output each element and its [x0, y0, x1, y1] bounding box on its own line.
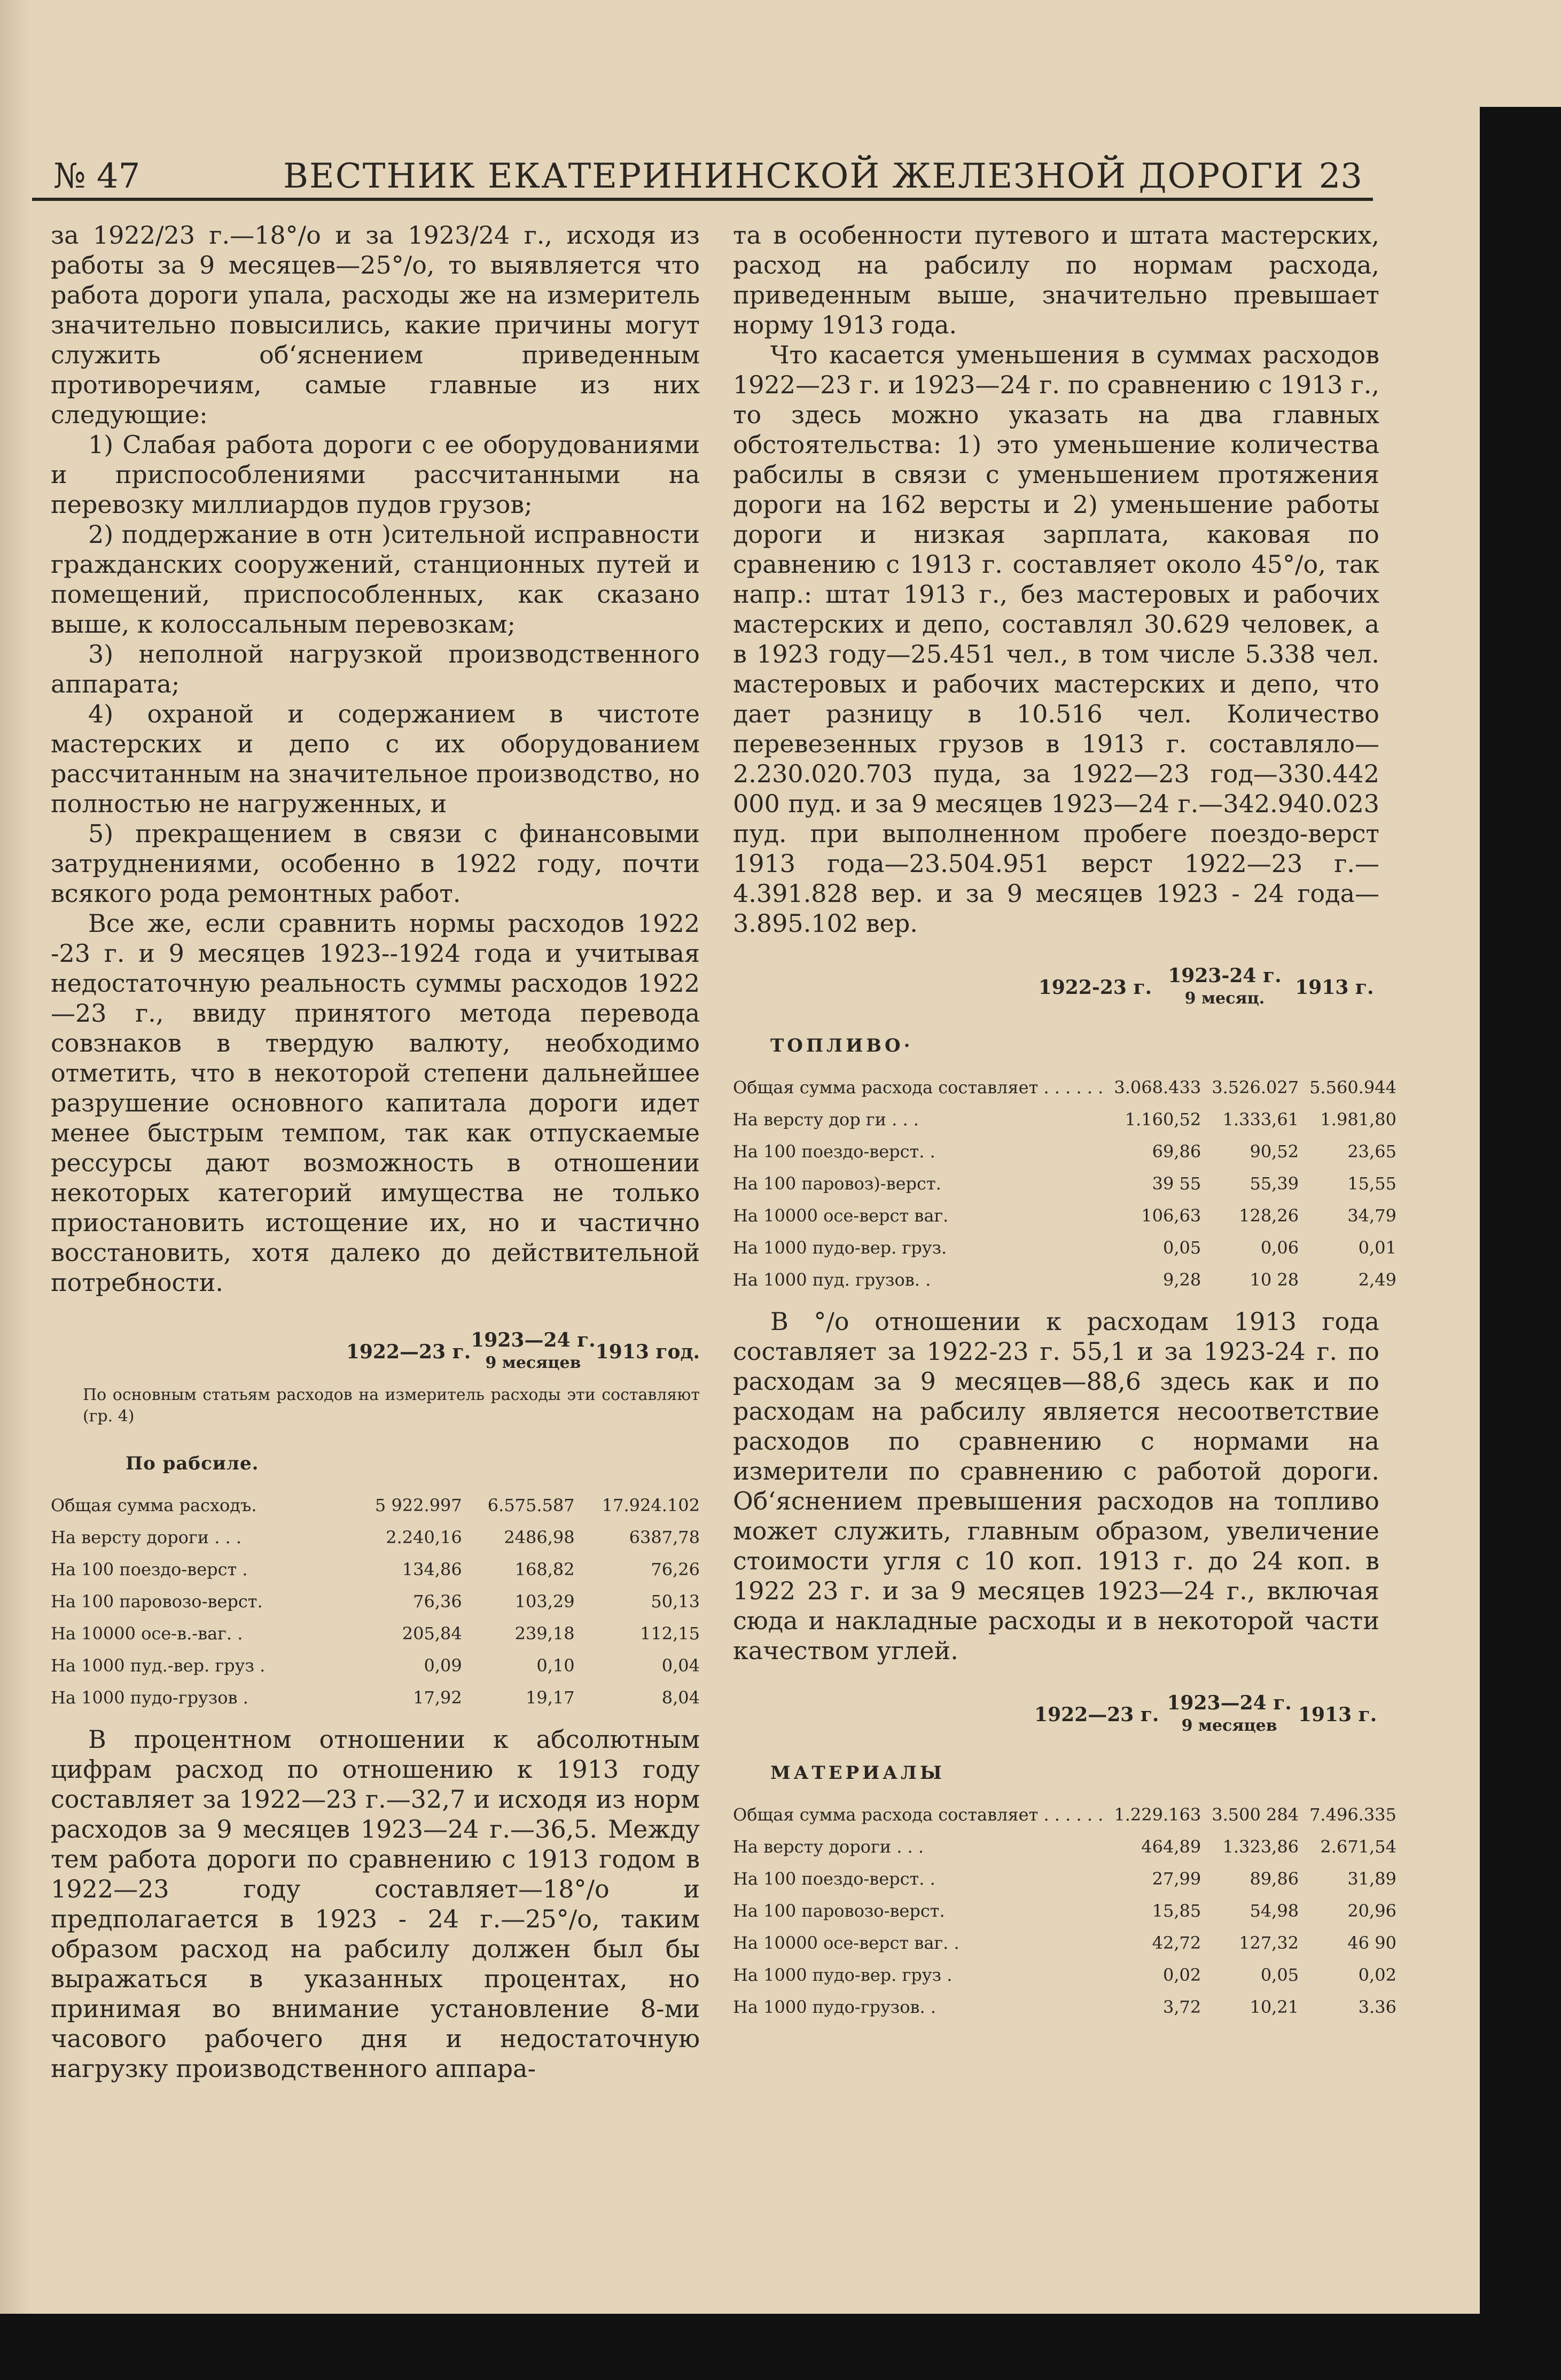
- table-section-title: По рабсиле.: [126, 1453, 259, 1474]
- cell-value-2: 239,18: [514, 1623, 575, 1644]
- row-label: Общая сумма расхода составляет . . . . . .: [733, 1077, 1104, 1098]
- paragraph: за 1922/23 г.—18°/о и за 1923/24 г., исходя из работы за 9 месяцев—25°/о, то выявляется что работа дороги упала, расходы же на измеритель значительно повысились, какие причины могут служить об‘яснением приведенным противоречиям, самые главные из них следующие:: [51, 221, 700, 429]
- cell-value-3: 0,02: [1358, 1965, 1396, 1985]
- right-column: [733, 220, 1396, 2023]
- column-header: 1922—23 г.: [346, 1340, 471, 1363]
- cell-value-3: 7.496.335: [1309, 1805, 1396, 1825]
- cell-value-1: 39 55: [1152, 1173, 1201, 1194]
- cell-value-1: 27,99: [1152, 1869, 1201, 1889]
- table-header-row: [51, 1329, 700, 1374]
- row-label: На 1000 пудо-грузов .: [51, 1687, 248, 1708]
- cell-value-2: 128,26: [1239, 1205, 1299, 1226]
- table-row: [733, 1168, 1396, 1200]
- table-row: [733, 1895, 1396, 1927]
- cell-value-3: 34,79: [1347, 1205, 1396, 1226]
- table-row: [51, 1521, 700, 1553]
- cell-value-2: 3.500 284: [1212, 1805, 1299, 1825]
- list-item: 5) прекращением в связи с финансовыми затруднениями, особенно в 1922 году, почти всякого рода ремонтных работ.: [51, 819, 700, 908]
- column-header-line: 9 месяцев: [1181, 1716, 1277, 1735]
- cell-value-1: 5 922.997: [374, 1495, 462, 1515]
- cell-value-1: 3.068.433: [1114, 1077, 1201, 1098]
- table-row: [733, 1232, 1396, 1264]
- table-row: [733, 1863, 1396, 1895]
- table-row: [51, 1682, 700, 1714]
- column-header-line: 1923—24 г.: [471, 1329, 596, 1351]
- cell-value-2: 0,05: [1260, 1965, 1299, 1985]
- table-row: [51, 1585, 700, 1617]
- cell-value-1: 205,84: [402, 1623, 462, 1644]
- table-row: [51, 1489, 700, 1521]
- column-header: 1922—23 г.: [1034, 1703, 1159, 1726]
- cell-value-1: 1.160,52: [1125, 1109, 1201, 1130]
- column-header-line: 9 месяц.: [1184, 989, 1265, 1008]
- row-label: На версту дороги . . .: [51, 1527, 242, 1547]
- column-header: [1163, 1692, 1295, 1737]
- cell-value-2: 90,52: [1250, 1141, 1299, 1162]
- column-header: 1913 г.: [1298, 1703, 1377, 1726]
- cell-value-1: 9,28: [1162, 1270, 1201, 1290]
- cell-value-3: 3.36: [1358, 1997, 1396, 2017]
- table-section-title: ТОПЛИВО·: [770, 1035, 914, 1056]
- table-row: [733, 1927, 1396, 1959]
- cell-value-1: 0,05: [1162, 1238, 1201, 1258]
- cell-value-2: 0,10: [536, 1655, 575, 1676]
- journal-title: ВЕСТНИК ЕКАТЕРИНИНСКОЙ ЖЕЛЕЗНОЙ ДОРОГИ: [283, 157, 1305, 196]
- table-row: [733, 1264, 1396, 1296]
- cell-value-2: 10,21: [1250, 1997, 1299, 2017]
- table-row: [733, 1959, 1396, 1991]
- list-item: 1) Слабая работа дороги с ее оборудованиями и приспособлениями рассчитанными на перевозку миллиардов пудов грузов;: [51, 430, 700, 519]
- cell-value-1: 1.229.163: [1114, 1805, 1201, 1825]
- table-row: [733, 1200, 1396, 1232]
- cell-value-2: 54,98: [1250, 1901, 1299, 1921]
- table-row: [51, 1553, 700, 1585]
- row-label: На 1000 пуд. грузов. .: [733, 1270, 931, 1290]
- table-row: [733, 1135, 1396, 1168]
- column-header: [471, 1329, 595, 1374]
- cell-value-3: 20,96: [1347, 1901, 1396, 1921]
- page-number: 23: [1318, 157, 1362, 196]
- row-label: На 1000 пудо-вер. груз.: [733, 1238, 947, 1258]
- table-section-title: МАТЕРИАЛЫ: [770, 1762, 945, 1784]
- row-label: На 100 поездо-верст. .: [733, 1141, 935, 1162]
- column-header-line: 9 месяцев: [485, 1354, 581, 1372]
- cell-value-2: 10 28: [1250, 1270, 1299, 1290]
- paragraph: Что касается уменьшения в суммах расходов 1922—23 г. и 1923—24 г. по сравнению с 1913 г., то здесь можно указать на два главных обстоятельства: 1) это уменьшение количества рабсилы в связи с уменьшением протяжения дороги на 162 версты и 2) уменьшение работы дороги и низкая зарплата, каковая по сравнению с 1913 г. составляет около 45°/о, так напр.: штат 1913 г., без мастеровых и рабочих мастерских и депо, составлял 30.629 человек, а в 1923 году—25.451 чел., в том числе 5.338 чел. мастеровых и рабочих мастерских и депо, что дает разницу в 10.516 чел. Количество перевезенных грузов в 1913 г. составляло—2.230.020.703 пуда, за 1922—23 год—330.442 000 пуд. и за 9 месяцев 1923—24 г.—342.940.023 пуд. при выполненном пробеге поездо-верст 1913 года—23.504.951 верст 1922—23 г.—4.391.828 вер. и за 9 месяцев 1923 - 24 года—3.895.102 вер.: [733, 340, 1379, 938]
- paragraph: та в особенности путевого и штата мастерских, расход на рабсилу по нормам расхода, приведенным выше, значительно превышает норму 1913 года.: [733, 221, 1379, 339]
- cell-value-1: 2.240,16: [386, 1527, 462, 1547]
- row-label: На 100 паровозо-верст.: [733, 1901, 945, 1921]
- row-label: На 10000 осе-верст ваг.: [733, 1205, 949, 1226]
- fuel-table: [733, 1071, 1396, 1296]
- cell-value-3: 8,04: [661, 1687, 700, 1708]
- cell-value-3: 5.560.944: [1309, 1077, 1396, 1098]
- cell-value-2: 3.526.027: [1212, 1077, 1299, 1098]
- row-label: На 100 поездо-верст. .: [733, 1869, 935, 1889]
- column-header: [1160, 965, 1290, 1009]
- table-note: По основным статьям расходов на измеритель расходы эти составляют (гр. 4): [83, 1386, 700, 1426]
- left-column: [51, 220, 700, 2083]
- materials-table-header: [733, 1692, 1379, 1737]
- table-header-row: [733, 965, 1379, 1009]
- paragraph: В °/о отношении к расходам 1913 года составляет за 1922-23 г. 55,1 и за 1923-24 г. по расходам за 9 месяцев—88,6 здесь как и по расходам на рабсилу является несоответствие расходов по сравнению с нормами на измерители по сравнению с работой дороги. Об‘яснением превышения расходов на топливо может служить, главным образом, увеличение стоимости угля с 10 коп. 1913 г. до 24 коп. в 1922 23 г. и за 9 месяцев 1923—24 г., включая сюда и накладные расходы и в некоторой части качеством углей.: [733, 1307, 1379, 1665]
- cell-value-2: 0,06: [1260, 1238, 1299, 1258]
- cell-value-3: 50,13: [651, 1591, 700, 1612]
- cell-value-3: 46 90: [1347, 1933, 1396, 1953]
- row-label: На 1000 пуд.-вер. груз .: [51, 1655, 266, 1676]
- row-label: На 100 паровозо-верст.: [51, 1591, 263, 1612]
- cell-value-1: 17,92: [413, 1687, 462, 1708]
- cell-value-3: 1.981,80: [1320, 1109, 1396, 1130]
- cell-value-3: 2.671,54: [1320, 1837, 1396, 1857]
- fuel-table-header: [733, 965, 1379, 1009]
- list-item: 2) поддержание в отн )сительной исправности гражданских сооружений, станционных путей и помещений, приспособленных, как сказано выше, к колоссальным перевозкам;: [51, 520, 700, 639]
- table-row: [733, 1071, 1396, 1103]
- page-corner: [1480, 0, 1561, 107]
- column-header-line: 1923-24 г.: [1168, 965, 1282, 987]
- cell-value-1: 464,89: [1141, 1837, 1201, 1857]
- cell-value-3: 17.924.102: [602, 1495, 700, 1515]
- labor-cost-table: [51, 1329, 700, 1374]
- row-label: На 10000 осе-в.-ваг. .: [51, 1623, 243, 1644]
- cell-value-1: 0,02: [1162, 1965, 1201, 1985]
- labor-cost-table-body: [51, 1489, 700, 1714]
- cell-value-2: 55,39: [1250, 1173, 1299, 1194]
- table-row: [51, 1617, 700, 1650]
- list-item: 4) охраной и содержанием в чистоте мастерских и депо с их оборудованием рассчитанным на значительное производство, но полностью не нагруженных, и: [51, 699, 700, 818]
- column-header: 1913 г.: [1295, 976, 1374, 999]
- cell-value-3: 112,15: [640, 1623, 700, 1644]
- page-header: [32, 155, 1373, 201]
- cell-value-2: 2486,98: [504, 1527, 575, 1547]
- row-label: На 1000 пудо-вер. груз .: [733, 1965, 953, 1985]
- cell-value-3: 15,55: [1347, 1173, 1396, 1194]
- row-label: На 1000 пудо-грузов. .: [733, 1997, 936, 2017]
- table-row: [733, 1831, 1396, 1863]
- cell-value-3: 6387,78: [629, 1527, 700, 1547]
- cell-value-1: 134,86: [402, 1559, 462, 1580]
- row-label: На версту дороги . . .: [733, 1837, 924, 1857]
- cell-value-2: 89,86: [1250, 1869, 1299, 1889]
- issue-number: № 47: [53, 157, 141, 196]
- paragraph: Все же, если сравнить нормы расходов 1922 -23 г. и 9 месяцев 1923--1924 года и учитывая недостаточную реальность суммы расходов 1922—23 г., ввиду принятого метода перевода совзнаков в твердую валюту, необходимо отметить, что в некоторой степени дальнейшее разрушение основного капитала дороги идет менее быстрым темпом, так как отпускаемые рессурсы дают возможность в отношении некоторых категорий имущества не только приостановить истощение их, но и частично восстановить, хотя далеко до действительной потребности.: [51, 909, 700, 1297]
- cell-value-3: 2,49: [1358, 1270, 1396, 1290]
- cell-value-1: 15,85: [1152, 1901, 1201, 1921]
- cell-value-2: 1.333,61: [1222, 1109, 1299, 1130]
- cell-value-1: 0,09: [424, 1655, 462, 1676]
- row-label: На 100 паровоз)-верст.: [733, 1173, 941, 1194]
- table-row: [733, 1103, 1396, 1135]
- row-label: Общая сумма расхода составляет . . . . . .: [733, 1805, 1104, 1825]
- cell-value-2: 1.323,86: [1222, 1837, 1299, 1857]
- cell-value-2: 127,32: [1239, 1933, 1299, 1953]
- table-header-row: [733, 1692, 1379, 1737]
- cell-value-1: 106,63: [1141, 1205, 1201, 1226]
- column-header: 1922-23 г.: [1038, 976, 1152, 999]
- cell-value-2: 19,17: [526, 1687, 575, 1708]
- column-header-line: 1923—24 г.: [1167, 1692, 1292, 1714]
- cell-value-3: 76,26: [651, 1559, 700, 1580]
- cell-value-3: 31,89: [1347, 1869, 1396, 1889]
- column-header: 1913 год.: [595, 1340, 700, 1363]
- table-row: [51, 1650, 700, 1682]
- row-label: На 100 поездо-верст .: [51, 1559, 248, 1580]
- cell-value-3: 0,01: [1358, 1238, 1396, 1258]
- list-item: 3) неполной нагрузкой производственного аппарата;: [51, 640, 700, 698]
- cell-value-3: 23,65: [1347, 1141, 1396, 1162]
- cell-value-1: 69,86: [1152, 1141, 1201, 1162]
- cell-value-2: 103,29: [514, 1591, 575, 1612]
- cell-value-1: 76,36: [413, 1591, 462, 1612]
- row-label: Общая сумма расходъ.: [51, 1495, 257, 1515]
- materials-table: [733, 1799, 1396, 2023]
- cell-value-1: 3,72: [1162, 1997, 1201, 2017]
- cell-value-2: 168,82: [514, 1559, 575, 1580]
- cell-value-1: 42,72: [1152, 1933, 1201, 1953]
- cell-value-2: 6.575.587: [487, 1495, 575, 1515]
- paragraph: В процентном отношении к абсолютным цифрам расход по отношению к 1913 году составляет за 1922—23 г.—32,7 и исходя из норм расходов за 9 месяцев 1923—24 г.—36,5. Между тем работа дороги по сравнению с 1913 годом в 1922—23 году составляет—18°/о и предполагается в 1923 - 24 г.—25°/о, таким образом расход на рабсилу должен был бы выражаться в указанных процентах, но принимая во внимание установление 8-ми часового рабочего дня и недостаточную нагрузку производственного аппара-: [51, 1725, 700, 2083]
- row-label: На 10000 осе-верст ваг. .: [733, 1933, 959, 1953]
- cell-value-3: 0,04: [661, 1655, 700, 1676]
- table-row: [733, 1991, 1396, 2023]
- row-label: На версту дор ги . . .: [733, 1109, 919, 1130]
- table-row: [733, 1799, 1396, 1831]
